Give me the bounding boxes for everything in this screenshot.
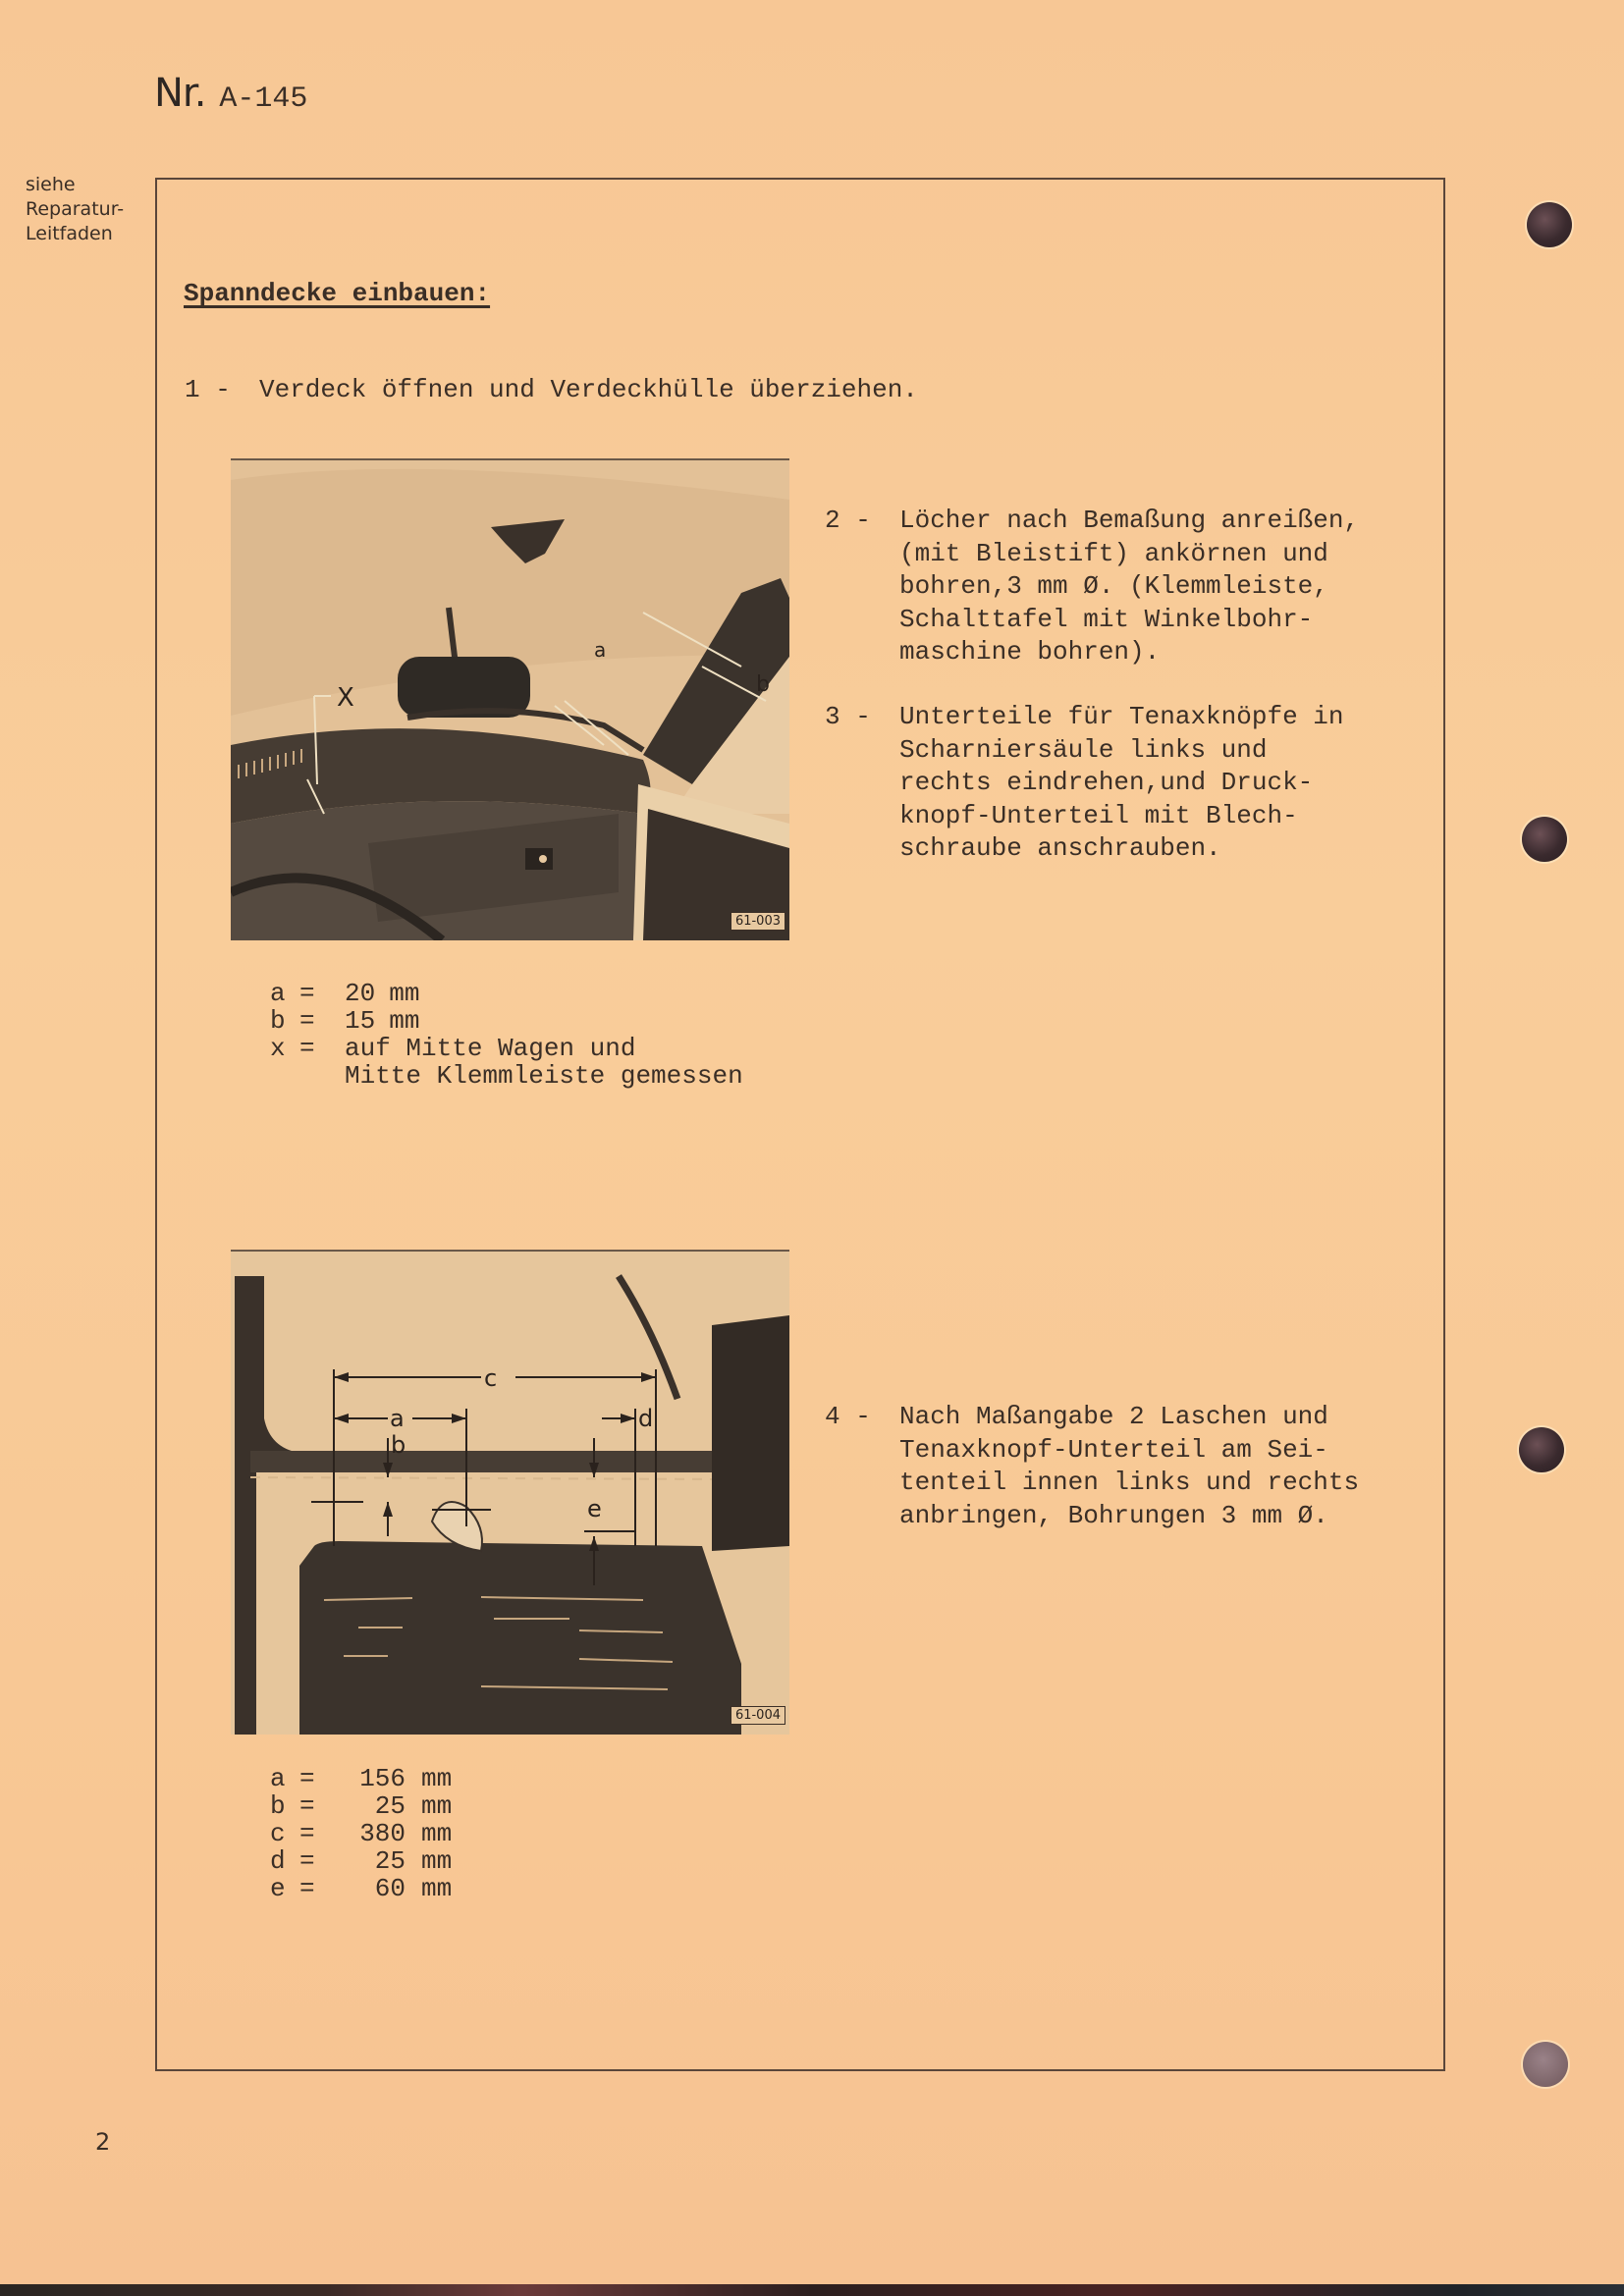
legend-value: 20	[345, 979, 376, 1008]
legend-value: 156	[359, 1764, 406, 1793]
step-item	[825, 1401, 1359, 1532]
margin-reference	[26, 173, 124, 246]
legend-key: a	[270, 1764, 286, 1793]
legend-unit: mm	[389, 979, 420, 1008]
legend-value: 25	[374, 1846, 406, 1876]
legend-key: e	[270, 1874, 286, 1903]
legend-unit: mm	[421, 1874, 453, 1903]
step-text: Verdeck öffnen und Verdeckhülle überziehen.	[259, 375, 918, 404]
switch-indicator	[539, 855, 547, 863]
legend-value: 60	[374, 1874, 406, 1903]
legend-unit: mm	[421, 1819, 453, 1848]
legend-key: x	[270, 1034, 286, 1063]
figure-2-legend	[270, 1765, 452, 1902]
punch-hole-icon	[1519, 1427, 1564, 1472]
figure-label: 61-004	[731, 1706, 785, 1725]
scan-bottom-edge	[0, 2284, 1624, 2296]
section-title: Spanndecke einbauen:	[184, 279, 491, 308]
b-pillar	[235, 1276, 256, 1735]
callout-a: a	[594, 638, 607, 662]
side-panel-photo-illustration	[231, 1252, 789, 1735]
figure-1-legend	[270, 980, 743, 1090]
legend-row	[270, 1765, 452, 1792]
legend-row	[270, 1875, 452, 1902]
legend-row	[270, 980, 743, 1007]
step-text: Unterteile für Tenaxknöpfe in Scharniersäule links und rechts eindrehen,und Druck- knopf-Unterteil mit Blech- schraube anschrauben.	[899, 702, 1344, 863]
step-text: Löcher nach Bemaßung anreißen, (mit Bleistift) ankörnen und bohren,3 mm Ø. (Klemmleiste, Schalttafel mit Winkelbohr- maschine bohren).	[899, 506, 1360, 667]
figure-dashboard-photo	[231, 458, 789, 940]
legend-eq: =	[299, 1874, 315, 1903]
step-number: 2 -	[825, 506, 871, 535]
legend-row	[270, 1007, 743, 1035]
legend-unit: mm	[421, 1846, 453, 1876]
seat-back	[712, 1315, 789, 1551]
doc-number-value: A-145	[219, 82, 308, 116]
legend-unit: mm	[421, 1764, 453, 1793]
legend-eq: =	[299, 1034, 315, 1063]
step-number: 3 -	[825, 702, 871, 731]
legend-eq	[299, 1062, 345, 1090]
punch-hole-icon	[1527, 202, 1572, 247]
window-rail	[250, 1451, 722, 1472]
legend-key: c	[270, 1819, 286, 1848]
legend-key	[270, 1062, 299, 1090]
step-number: 1 -	[185, 375, 231, 404]
callout-c: c	[484, 1364, 498, 1392]
legend-eq: =	[299, 1006, 315, 1036]
legend-row	[270, 1820, 452, 1847]
callout-e: e	[587, 1495, 602, 1522]
legend-row	[270, 1792, 452, 1820]
legend-key: b	[270, 1791, 286, 1821]
legend-value: 15	[345, 1006, 376, 1036]
legend-unit: mm	[389, 1006, 420, 1036]
figure-label: 61-003	[731, 912, 785, 931]
legend-eq: =	[299, 1846, 315, 1876]
margin-reference-line: Reparatur-	[26, 198, 125, 220]
callout-a: a	[390, 1405, 405, 1432]
legend-eq: =	[299, 979, 315, 1008]
step-text: Nach Maßangabe 2 Laschen und Tenaxknopf-Unterteil am Sei- tenteil innen links und rechts anbringen, Bohrungen 3 mm Ø.	[899, 1402, 1360, 1530]
callout-x: X	[337, 683, 354, 713]
step-item	[185, 374, 918, 407]
callout-b: b	[391, 1431, 406, 1459]
legend-key: b	[270, 1006, 286, 1036]
margin-reference-line: siehe	[26, 174, 76, 195]
legend-key: a	[270, 979, 286, 1008]
figure-side-panel-photo	[231, 1250, 789, 1735]
page-number: 2	[95, 2128, 111, 2156]
legend-value: auf Mitte Wagen und	[345, 1034, 636, 1063]
step-item	[825, 505, 1359, 669]
door-card	[299, 1541, 741, 1735]
nr-label: Nr.	[154, 71, 206, 116]
legend-row	[270, 1035, 743, 1062]
dashboard-photo-illustration	[231, 460, 789, 940]
margin-reference-line: Leitfaden	[26, 223, 113, 244]
legend-value: Mitte Klemmleiste gemessen	[345, 1061, 743, 1091]
step-item	[825, 701, 1343, 866]
legend-value: 25	[374, 1791, 406, 1821]
punch-hole-icon	[1522, 817, 1567, 862]
step-number: 4 -	[825, 1402, 871, 1431]
legend-row	[270, 1062, 743, 1090]
legend-key: d	[270, 1846, 286, 1876]
legend-eq: =	[299, 1791, 315, 1821]
legend-eq: =	[299, 1764, 315, 1793]
legend-unit: mm	[421, 1791, 453, 1821]
legend-row	[270, 1847, 452, 1875]
callout-d: d	[638, 1405, 654, 1432]
legend-value: 380	[359, 1819, 406, 1848]
punch-hole-icon	[1523, 2042, 1568, 2087]
document-number	[154, 71, 307, 116]
legend-eq: =	[299, 1819, 315, 1848]
callout-b: b	[756, 672, 770, 697]
